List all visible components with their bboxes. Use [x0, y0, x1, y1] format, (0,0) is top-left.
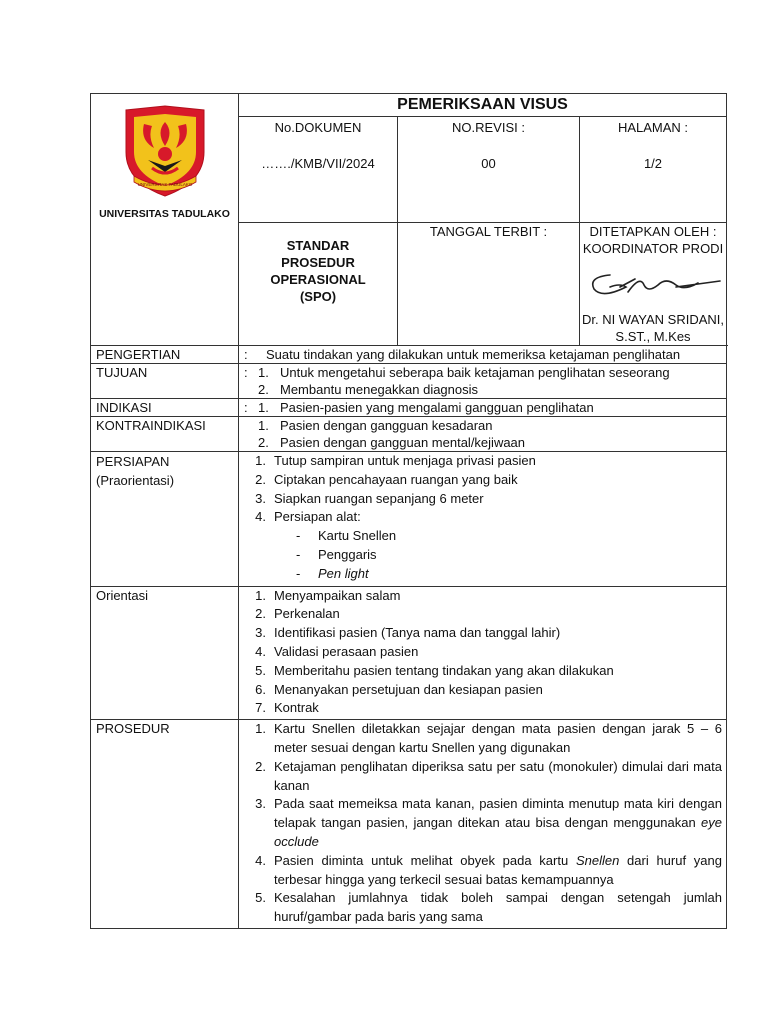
list-item: Identifikasi pasien (Tanya nama dan tanggal lahir)	[274, 625, 561, 641]
university-name: UNIVERSITAS TADULAKO	[99, 208, 230, 220]
persiapan-content: 1. Tutup sampiran untuk menjaga privasi pasien 2. Ciptakan pencahayaan ruangan yang baik 3. Siapkan ruangan sepanjang 6 meter 4. Persiapan alat: - Kartu Snellen - Penggaris - Pen light	[239, 452, 727, 587]
list-item: Kontrak	[274, 700, 319, 716]
persiapan-label: PERSIAPAN	[96, 454, 170, 469]
table-row	[91, 586, 727, 720]
kontraindikasi-label: KONTRAINDIKASI	[91, 417, 239, 452]
table-row	[91, 346, 727, 364]
approver-role: KOORDINATOR PRODI	[582, 241, 724, 256]
spo-label-cell	[239, 223, 398, 346]
page-cell	[580, 117, 727, 223]
list-item: Pasien-pasien yang mengalami gangguan penglihatan	[280, 400, 594, 415]
issue-date-cell	[398, 223, 580, 346]
tool-item: Kartu Snellen	[318, 528, 397, 544]
procedure-table	[90, 345, 727, 929]
list-item: Siapkan ruangan sepanjang 6 meter	[274, 490, 484, 506]
signature	[580, 257, 726, 311]
list-item: Perkenalan	[274, 606, 340, 622]
spo-line-2: PROSEDUR	[281, 255, 355, 270]
page-value: 1/2	[643, 156, 663, 171]
list-item: Memberitahu pasien tentang tindakan yang akan dilakukan	[274, 662, 614, 678]
list-item: Validasi perasaan pasien	[274, 643, 419, 659]
spo-document	[90, 93, 726, 929]
doc-number-cell	[239, 117, 398, 223]
list-item: Menyampaikan salam	[274, 587, 401, 603]
list-item: Untuk mengetahui seberapa baik ketajaman penglihatan seseorang	[280, 365, 670, 380]
revision-value: 00	[481, 156, 496, 171]
list-item: Persiapan alat:	[274, 509, 361, 525]
svg-text:UNIVERSITAS TADULAKO: UNIVERSITAS TADULAKO	[137, 182, 192, 187]
list-item: Pasien dengan gangguan mental/kejiwaan	[280, 435, 526, 450]
approval-cell	[580, 223, 727, 346]
pengertian-label: PENGERTIAN	[91, 346, 239, 364]
signature-icon	[580, 257, 730, 307]
revision-label: NO.REVISI :	[452, 120, 525, 135]
orientasi-label: Orientasi	[91, 586, 239, 720]
list-item: Membantu menegakkan diagnosis	[280, 382, 479, 397]
tujuan-label: TUJUAN	[91, 364, 239, 399]
list-item: Tutup sampiran untuk menjaga privasi pasien	[274, 453, 536, 468]
persiapan-sublabel: (Praorientasi)	[96, 473, 175, 488]
table-row	[91, 399, 727, 417]
list-item: Kartu Snellen diletakkan sejajar dengan mata pasien dengan jarak 5 – 6 meter sesuai dengan kartu Snellen yang digunakan	[274, 721, 722, 755]
doc-number-value: ……./KMB/VII/2024	[261, 156, 375, 171]
revision-cell	[398, 117, 580, 223]
issue-date-label: TANGGAL TERBIT :	[429, 224, 548, 239]
persiapan-label-cell	[91, 452, 239, 587]
university-logo-icon	[120, 102, 210, 198]
table-row	[91, 417, 727, 452]
kontraindikasi-content: 1. Pasien dengan gangguan kesadaran 2. Pasien dengan gangguan mental/kejiwaan	[239, 417, 727, 452]
pengertian-content: : Suatu tindakan yang dilakukan untuk memeriksa ketajaman penglihatan	[239, 346, 727, 364]
list-item: Pasien dengan gangguan kesadaran	[280, 418, 493, 433]
spo-line-4: (SPO)	[299, 289, 337, 304]
prosedur-content: 1. Kartu Snellen diletakkan sejajar dengan mata pasien dengan jarak 5 – 6 meter sesuai dengan kartu Snellen yang digunakan 2. Ketajaman penglihatan diperiksa satu per satu (monokuler) dimulai dari mata kanan 3. Pada saat memeiksa mata kanan, pasien diminta menutup mata kiri dengan telapak tangan pasien, jangan ditekan atau bisa dengan menggunakan eye occlude 4. Pasien diminta untuk melihat obyek pada kartu Snellen dari huruf yang terbesar hingga yang terkecil sesuai batas kemampuannya 5. Kesalahan jumlahnya tidak boleh sampai dengan setengah jumlah huruf/gambar pada baris yang sama	[239, 720, 727, 929]
list-item: Pasien diminta untuk melihat obyek pada kartu Snellen dari huruf yang terbesar hingga yang terkecil sesuai batas kemampuannya	[274, 852, 722, 887]
list-item: Kesalahan jumlahnya tidak boleh sampai dengan setengah jumlah huruf/gambar pada baris yang sama	[274, 890, 722, 925]
tool-item: Pen light	[318, 565, 369, 581]
prosedur-label: PROSEDUR	[91, 720, 239, 929]
tool-item: Penggaris	[318, 546, 377, 562]
list-item: Ciptakan pencahayaan ruangan yang baik	[274, 471, 518, 487]
logo-cell	[91, 94, 239, 346]
list-item: Menanyakan persetujuan dan kesiapan pasien	[274, 681, 543, 697]
orientasi-content: 1. Menyampaikan salam 2. Perkenalan 3. Identifikasi pasien (Tanya nama dan tanggal lahir) 4. Validasi perasaan pasien 5. Memberitahu pasien tentang tindakan yang akan dilakukan 6. Menanyakan persetujuan dan kesiapan pasien 7. Kontrak	[239, 586, 727, 720]
list-item: Ketajaman penglihatan diperiksa satu per satu (monokuler) dimulai dari mata kanan	[274, 758, 722, 793]
document-title: PEMERIKSAAN VISUS	[239, 94, 727, 117]
indikasi-content: : 1. Pasien-pasien yang mengalami gangguan penglihatan	[239, 399, 727, 417]
table-row	[91, 364, 727, 399]
page-label: HALAMAN :	[617, 120, 689, 135]
indikasi-label: INDIKASI	[91, 399, 239, 417]
table-row	[91, 452, 727, 587]
document-header-table	[90, 93, 727, 346]
tujuan-content: : 1. Untuk mengetahui seberapa baik ketajaman penglihatan seseorang 2. Membantu menegakkan diagnosis	[239, 364, 727, 399]
approved-by-label: DITETAPKAN OLEH :	[589, 224, 717, 239]
spo-line-1: STANDAR	[286, 238, 350, 253]
approver-name: Dr. NI WAYAN SRIDANI, S.ST., M.Kes	[581, 312, 725, 344]
table-row	[91, 720, 727, 929]
doc-number-label: No.DOKUMEN	[274, 120, 362, 135]
pengertian-text: Suatu tindakan yang dilakukan untuk memeriksa ketajaman penglihatan	[266, 347, 681, 362]
spo-line-3: OPERASIONAL	[270, 272, 366, 287]
list-item: Pada saat memeiksa mata kanan, pasien diminta menutup mata kiri dengan telapak tangan pasien, jangan ditekan atau bisa dengan menggunakan eye occlude	[274, 796, 722, 849]
